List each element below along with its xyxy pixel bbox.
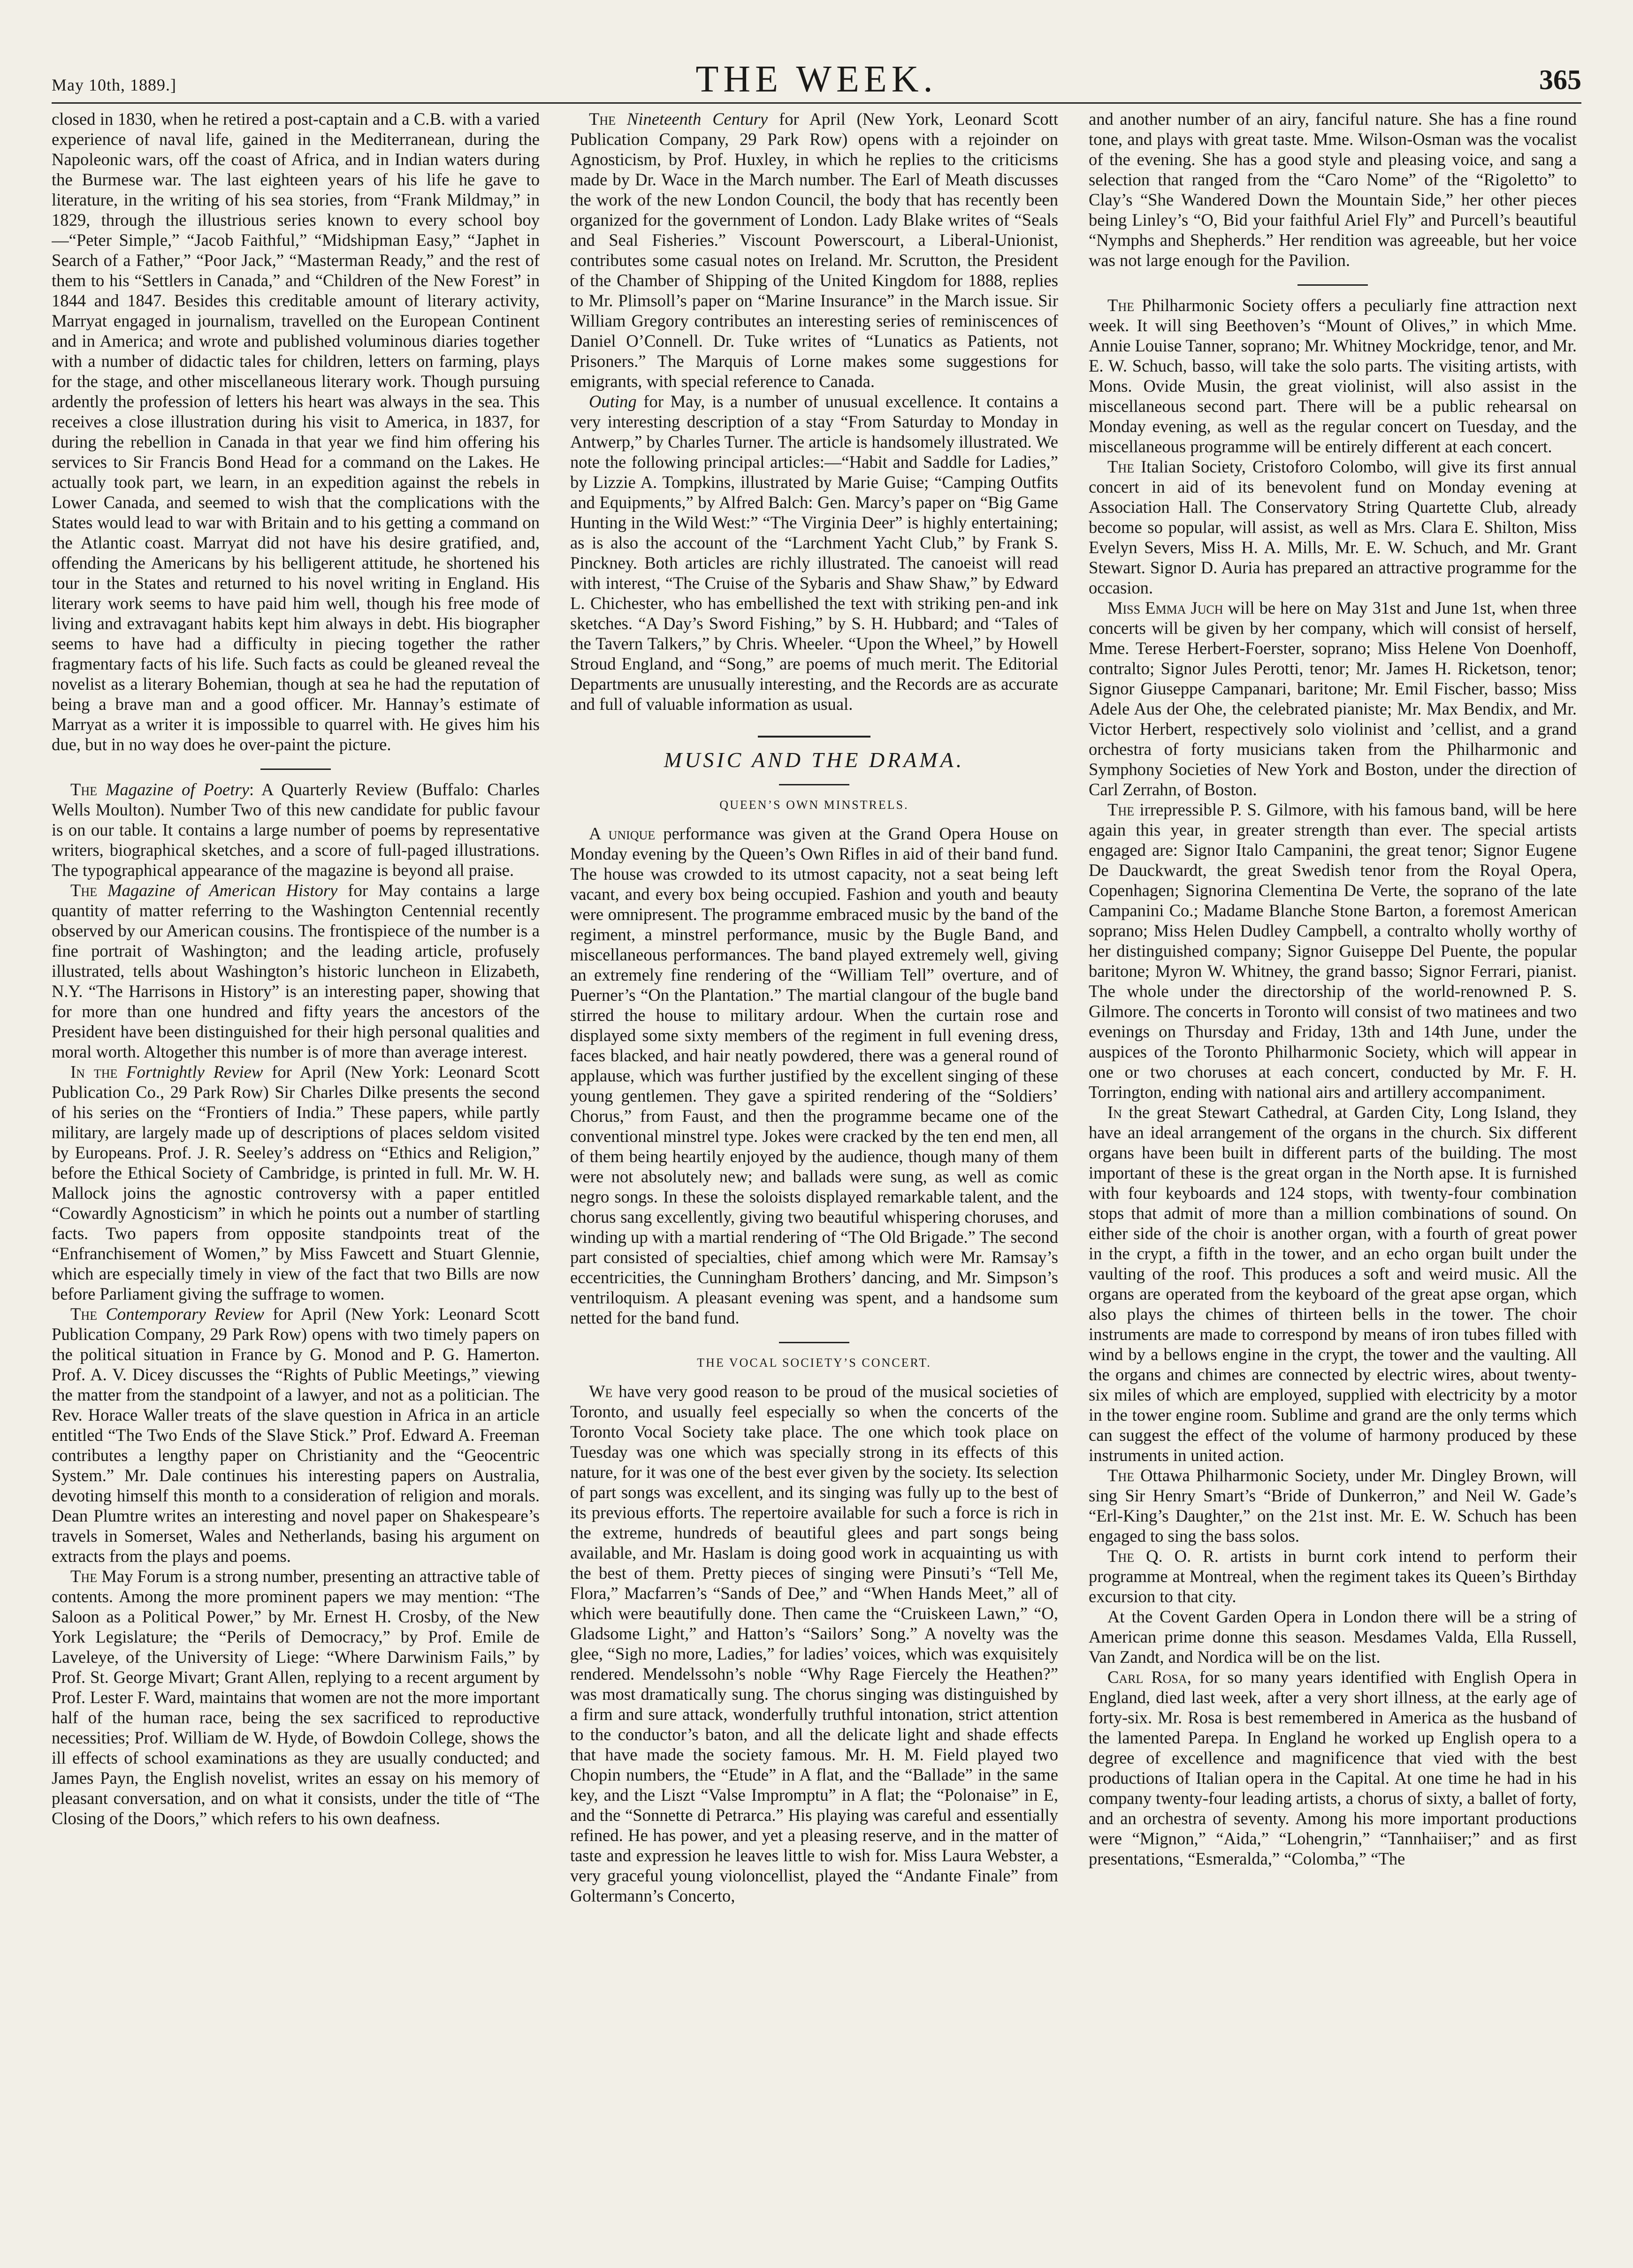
qor-artists-paragraph: The Q. O. R. artists in burnt cork intend to perform their programme at Montreal, when the regiment takes its Queen’s Birthday excursion to that city. <box>1089 1546 1577 1606</box>
section-divider <box>779 784 849 785</box>
magazine-of-american-history-paragraph: The Magazine of American History for May contains a large quantity of matter referring to the Washington Centennial recently observed by our American cousins. The frontispiece of the number is a fine portrait of Washington; and the leading article, profusely illustrated, tells about Washington’s historic luncheon in Elizabeth, N.Y. “The Harrisons in History” is an interesting paper, showing that for more than one hundred and fifty years the ancestors of the President have been distinguished for their high personal qualities and moral worth. Altogether this number is of more than average interest. <box>52 881 540 1061</box>
section-divider <box>758 736 870 738</box>
stewart-cathedral-paragraph: In the great Stewart Cathedral, at Garden City, Long Island, they have an ideal arrangement of the organs in the church. Six different organs have been built in different parts of the building. The most important of these is the great organ in the North apse. It is furnished with four keyboards and 124 stops, with twenty-four combination stops that admit of more than a million combinations of sound. On either side of the choir is another organ, with a fourth of great power in the crypt, a fifth in the tower, and an echo organ built under the vaulting of the roof. This produces a soft and weird music. All the organs are operated from the keyboard of the great apse organ, which also plays the chimes of thirteen bells in the tower. The choir instruments are made to correspond by means of iron tubes filled with wind by a bellows engine in the crypt, the tower and the vaulting. All the organs and chimes are connected by electric wires, about twenty-six miles of which are employed, supplied with electricity by a motor in the tower engine room. Sublime and grand are the only terms which can suggest the effect of the volume of harmony produced by these instruments in united action. <box>1089 1103 1577 1465</box>
carl-rosa-paragraph: Carl Rosa, for so many years identified with English Opera in England, died last week, after a very short illness, at the early age of forty-six. Mr. Rosa is best remembered in America as the husband of the lamented Parepa. In England he worked up English opera to a degree of excellence and magnificence that vied with the best productions of Italian opera in the Capital. At one time he had in his company twenty-four leading artists, a chorus of sixty, a ballet of forty, and an orchestra of seventy. Among his more important productions were “Mignon,” “Aida,” “Lohengrin,” “Tannhaiiser;” and as first presentations, “Esmeralda,” “Colomba,” “The <box>1089 1667 1577 1868</box>
ottawa-philharmonic-paragraph: The Ottawa Philharmonic Society, under Mr. Dingley Brown, will sing Sir Henry Smart’s “Bride of Dunkerron,” and Neil W. Gade’s “Erl-King’s Daughter,” on the 21st inst. Mr. E. W. Schuch has been engaged to sing the bass solos. <box>1089 1466 1577 1545</box>
forum-paragraph: The May Forum is a strong number, presenting an attractive table of contents. Among the more prominent papers we may mention: “The Saloon as a Political Power,” by Mr. Ernest H. Crosby, of the New York Legislature; the “Perils of Democracy,” by Prof. Emile de Laveleye, of the University of Liege: “Where Darwinism Fails,” by Prof. St. George Mivart; Grant Allen, replying to a recent argument by Prof. Lester F. Ward, maintains that women are not the more important half of the human race, being the sex sacrificed to reproductive necessities; Prof. William de W. Hyde, of Bowdoin College, shows the ill effects of school examinations as they are usually conducted; and James Payn, the English novelist, writes an essay on his memory of pleasant conversation, and on what it consists, under the title of “The Closing of the Doors,” which refers to his own deafness. <box>52 1567 540 1828</box>
column-1 <box>52 109 540 2244</box>
column-divider <box>260 769 331 770</box>
gilmore-paragraph: The irrepressible P. S. Gilmore, with his famous band, will be here again this year, in greater strength than ever. The special artists engaged are: Signor Italo Campanini, the great tenor; Signor Eugene De Dauckwardt, the great Swedish tenor from the Royal Opera, Copenhagen; Signorina Clementina De Verte, the soprano of the late Campanini Co.; Madame Blanche Stone Barton, a foremost American soprano; Miss Helen Dudley Campbell, a contralto wholly worthy of her distinguished company; Signor Guiseppe Del Puente, the popular baritone; Myron W. Whitney, the grand basso; Signor Ferrari, pianist. The whole under the directorship of the world-renowned P. S. Gilmore. The concerts in Toronto will consist of two matinees and two evenings on Thursday and Friday, 13th and 14th June, under the auspices of the Toronto Philharmonic Society, which will appear in one or two choruses at each concert, conducted by Mr. F. H. Torrington, ending with national airs and artillery accompaniment. <box>1089 800 1577 1102</box>
magazine-of-poetry-paragraph: The Magazine of Poetry: A Quarterly Review (Buffalo: Charles Wells Moulton). Number Two of this new candidate for public favour is on our table. It contains a large number of poems by representative writers, biographical sketches, and a score of full-paged illustrations. The typographical appearance of the magazine is beyond all praise. <box>52 780 540 880</box>
contemporary-review-paragraph: The Contemporary Review for April (New York: Leonard Scott Publication Company, 29 Park Row) opens with two timely papers on the political situation in France by G. Monod and P. G. Hamerton. Prof. A. V. Dicey discusses the “Rights of Public Meetings,” viewing the matter from the standpoint of a lawyer, and not as a politician. The Rev. Horace Waller treats of the slave question in Africa in an article entitled “The Two Ends of the Slave Stick.” Prof. Edward A. Freeman contributes a lengthy paper on Christianity and the “Geocentric System.” Mr. Dale continues his interesting papers on Australia, devoting himself this month to a consideration of religion and morals. Dean Plumtre writes an interesting and novel paper on Shakespeare’s travels in Somerset, Wales and Netherlands, basing his argument on extracts from the plays and poems. <box>52 1304 540 1566</box>
section-heading: MUSIC AND THE DRAMA. <box>664 748 965 772</box>
nineteenth-century-paragraph: The Nineteenth Century for April (New York, Leonard Scott Publication Company, 29 Park Row) opens with a rejoinder on Agnosticism, by Prof. Huxley, in which he replies to the criticisms made by Dr. Wace in the March number. The Earl of Meath discusses the work of the new London Council, the body that has recently been organized for the government of London. Lady Blake writes of “Seals and Seal Fisheries.” Viscount Powerscourt, a Liberal-Unionist, contributes some casual notes on Ireland. Mr. Scrutton, the President of the Chamber of Shipping of the United Kingdom for 1888, replies to Mr. Plimsoll’s paper on “Marine Insurance” in the March issue. Sir William Gregory contributes an interesting series of reminiscences of Daniel O’Connell. Dr. Tuke writes of “Lunatics as Patients, not Prisoners.” The Marquis of Lorne makes some suggestions for emigrants, with special reference to Canada. <box>570 109 1058 391</box>
column-2 <box>570 109 1058 2244</box>
masthead <box>52 55 1581 104</box>
article-subheading: THE VOCAL SOCIETY’S CONCERT. <box>697 1356 931 1370</box>
article-divider <box>779 1342 849 1343</box>
column-3 <box>1089 109 1577 2244</box>
page-number: 365 <box>1539 64 1581 95</box>
publication-title: THE WEEK. <box>695 59 938 100</box>
fortnightly-review-paragraph: In the Fortnightly Review for April (New York: Leonard Scott Publication Co., 29 Park Row) Sir Charles Dilke presents the second of his series on the “Frontiers of India.” These papers, while partly military, are largely made up of descriptions of places seldom visited by Europeans. Prof. J. R. Seeley’s address on “Ethics and Religion,” before the Ethical Society of Cambridge, is printed in full. Mr. W. H. Mallock joins the agnostic controversy with a paper entitled “Cowardly Agnosticism” in which he points out a number of startling facts. Two papers from opposite standpoints treat of the “Enfranchisement of Women,” by Miss Fawcett and Stuart Glennie, which are especially timely in view of the fact that two Bills are now before Parliament giving the suffrage to women. <box>52 1062 540 1303</box>
article-subheading: QUEEN’S OWN MINSTRELS. <box>719 798 909 812</box>
minstrels-paragraph: A unique performance was given at the Grand Opera House on Monday evening by the Queen’s Own Rifles in aid of their band fund. The house was crowded to its utmost capacity, not a seat being left vacant, and every box being occupied. Fashion and youth and beauty were omnipresent. The programme embraced music by the band of the regiment, a minstrel performance, music by the Bugle Band, and miscellaneous performances. The band played extremely well, giving an extremely fine rendering of the “William Tell” overture, and of Puerner’s “On the Plantation.” The martial clangour of the bugle band stirred the house to military ardour. When the curtain rose and displayed some sixty members of the regiment in full evening dress, faces blacked, and hair neatly powdered, there was a general round of applause, which was further justified by the excellent singing of these young gentlemen. They gave a spirited rendering of the “Soldiers’ Chorus,” from Faust, and then the programme became one of the conventional minstrel type. Jokes were cracked by the ten end men, all of them being heartily enjoyed by the audience, though many of them were not absolutely new; and ballads were sung, as well as comic negro songs. In these the soloists displayed remarkable talent, and the chorus sang excellently, giving two beautiful whispering choruses, and winding up with a martial rendering of “The Old Brigade.” The second part consisted of specialties, chief among which were Mr. Ramsay’s eccentricities, the Cunningham Brothers’ dancing, and Mr. Simpson’s ventriloquism. A pleasant evening was spent, and a handsome sum netted for the band fund. <box>570 824 1058 1327</box>
philharmonic-paragraph: The Philharmonic Society offers a peculiarly fine attraction next week. It will sing Beethoven’s “Mount of Olives,” in which Mme. Annie Louise Tanner, soprano; Mr. Whitney Mockridge, tenor, and Mr. E. W. Schuch, basso, will take the solo parts. The visiting artists, with Mons. Ovide Musin, the great violinist, will also assist in the miscellaneous second part. There will be a public rehearsal on Monday evening, as well as the regular concert on Tuesday, and the miscellaneous programme will be entirely different at each concert. <box>1089 296 1577 456</box>
vocal-society-paragraph: We have very good reason to be proud of the musical societies of Toronto, and usually feel especially so when the concerts of the Toronto Vocal Society take place. The one which took place on Tuesday was one which was specially strong in its effects of this nature, for it was one of the best ever given by the society. Its selection of part songs was excellent, and its singing was fully up to the best of its previous efforts. The repertoire available for such a force is rich in the extreme, hundreds of beautiful glees and part songs being available, and Mr. Haslam is doing good work in acquainting us with the best of them. Pretty pieces of singing were Pinsuti’s “Tell Me, Flora,” Macfarren’s “Sands of Dee,” and “When Hands Meet,” all of which were beautifully done. Then came the “Cruiskeen Lawn,” “O, Gladsome Light,” and Hatton’s “Sailors’ Song.” A novelty was the glee, “Sigh no more, Ladies,” for ladies’ voices, which was exquisitely rendered. Mendelssohn’s noble “Why Rage Fiercely the Heathen?” was most dramatically sung. The chorus singing was distinguished by a firm and sure attack, wonderfully truthful intonation, strict attention to the conductor’s baton, and all the delicate light and shade effects that have made the society famous. Mr. H. M. Field played two Chopin numbers, the “Etude” in A flat, and the “Ballade” in the same key, and the Liszt “Valse Impromptu” in A flat; the “Polonaise” in E, and the “Sonnette di Petrarca.” His playing was careful and essentially refined. He has power, and yet a pleasing reserve, and in the matter of taste and expression he leaves little to wish for. Miss Laura Webster, a very graceful young violoncellist, played the “Andante Finale” from Goltermann’s Concerto, <box>570 1382 1058 1905</box>
emma-juch-paragraph: Miss Emma Juch will be here on May 31st and June 1st, when three concerts will be given by her company, which will consist of herself, Mme. Terese Herbert-Foerster, soprano; Miss Helene Von Doenhoff, contralto; Signor Jules Perotti, tenor; Mr. James H. Ricketson, tenor; Signor Giuseppe Campanari, baritone; Mr. Emil Fischer, basso; Miss Adele Aus der Ohe, the celebrated pianiste; Mr. Max Bendix, and Mr. Victor Herbert, respectively solo violinist and ’cellist, and a grand orchestra of forty musicians taken from the Philharmonic and Symphony Societies of New York and Boston, under the direction of Carl Zerrahn, of Boston. <box>1089 598 1577 799</box>
marryat-review-paragraph: closed in 1830, when he retired a post-captain and a C.B. with a varied experience of naval life, gained in the Mediterranean, during the Napoleonic wars, off the coast of Africa, and in Indian waters during the Burmese war. The last eighteen years of his life he gave to literature, in the writing of his sea stories, from “Frank Mildmay,” in 1829, through the illustrious series known to every school boy—“Peter Simple,” “Jacob Faithful,” “Midshipman Easy,” “Japhet in Search of a Father,” “Poor Jack,” “Masterman Ready,” and the rest of them to his “Settlers in Canada,” and “Children of the New Forest” in 1844 and 1847. Besides this creditable amount of literary activity, Marryat engaged in journalism, travelled on the European Continent and in America; and wrote and published voluminous diaries together with a number of didactic tales for children, letters on farming, plays for the stage, and other miscellaneous literary work. Though pursuing ardently the profession of letters his heart was always in the sea. This receives a close illustration during his visit to America, in 1837, for during the rebellion in Canada in that year we find him offering his services to Sir Francis Bond Head for a command on the Lakes. He actually took part, we learn, in an expedition against the rebels in Lower Canada, and seemed to wish that the complications with the States would lead to war with Britain and to his getting a command on the Atlantic coast. Marryat did not have his desire gratified, and, offending the Americans by his belligerent attitude, he shortened his tour in the States and returned to his novel writing in England. His literary work seems to have paid him well, though his free mode of living and extravagant habits kept him always in debt. His biographer seems to have had a difficulty in piecing together the rather fragmentary facts of his life. Such facts as could be gleaned reveal the novelist as a literary Bohemian, though at sea he had the reputation of being a brave man and a good officer. Mr. Hannay’s estimate of Marryat as a writer it is impossible to quarrel with. He gives him his due, but in no way does he over-paint the picture. <box>52 109 540 754</box>
column-divider <box>1297 284 1368 286</box>
italian-society-paragraph: The Italian Society, Cristoforo Colombo, will give its first annual concert in aid of its benevolent fund on Monday evening at Association Hall. The Conservatory String Quartette Club, already become so popular, will assist, as well as Mrs. Clara E. Shilton, Miss Evelyn Severs, Miss H. A. Mills, Mr. E. W. Schuch, and Mr. Grant Stewart. Signor D. Auria has prepared an attractive programme for the occasion. <box>1089 457 1577 597</box>
concert-continued-paragraph: and another number of an airy, fanciful nature. She has a fine round tone, and plays with great taste. Mme. Wilson-Osman was the vocalist of the evening. She has a good style and pleasing voice, and sang a selection that ranged from the “Caro Nome” of the “Rigoletto” to Clay’s “She Wandered Down the Mountain Side,” her other pieces being Linley’s “O, Bid your faithful Ariel Fly” and Purcell’s beautiful “Nymphs and Shepherds.” Her rendition was agreeable, but her voice was not large enough for the Pavilion. <box>1089 109 1577 270</box>
covent-garden-paragraph: At the Covent Garden Opera in London there will be a string of American prime donne this season. Mesdames Valda, Ella Russell, Van Zandt, and Nordica will be on the list. <box>1089 1607 1577 1667</box>
issue-date: May 10th, 1889.] <box>52 76 176 94</box>
outing-paragraph: Outing for May, is a number of unusual excellence. It contains a very interesting description of a stay “From Saturday to Monday in Antwerp,” by Charles Turner. The article is handsomely illustrated. We note the following principal articles:—“Habit and Saddle for Ladies,” by Lizzie A. Tompkins, illustrated by Marie Guise; “Camping Outfits and Equipments,” by Alfred Balch: Gen. Marcy’s paper on “Big Game Hunting in the Wild West:” “The Virginia Deer” is highly entertaining; as is also the account of the “Larchment Yacht Club,” by Frank S. Pinckney. Both articles are richly illustrated. The canoeist will read with interest, “The Cruise of the Sybaris and Shaw Shaw,” by Edward L. Chichester, who has embellished the text with striking pen-and ink sketches. “A Day’s Sword Fishing,” by S. H. Hubbard; and “Tales of the Tavern Talkers,” by Chris. Wheeler. “Upon the Wheel,” by Howell Stroud England, and “Song,” are poems of much merit. The Editorial Departments are unusually interesting, and the Records are as accurate and full of valuable information as usual. <box>570 392 1058 714</box>
